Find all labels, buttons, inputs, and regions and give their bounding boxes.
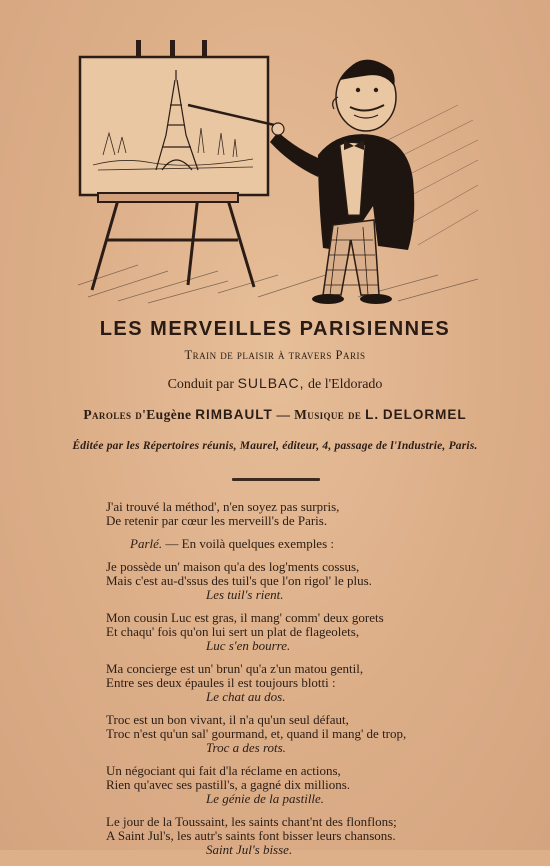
credits-line [0, 407, 550, 423]
lyrics-block [106, 500, 526, 866]
conductor-name: SULBAC, [237, 375, 305, 391]
stanza [106, 764, 526, 806]
lyric-line: J'ai trouvé la méthod', n'en soyez pas surpris, [106, 499, 340, 514]
stanza [106, 815, 526, 857]
lyric-line: Ma concierge est un' brun' qu'a z'un matou gentil, [106, 661, 364, 676]
stanza [106, 611, 526, 653]
punchline: Le génie de la pastille. [206, 791, 325, 806]
song-subtitle: Train de plaisir à travers Paris [184, 348, 366, 362]
lyric-line: Mais c'est au-d'ssus des tuil's que l'on rigol' le plus. [106, 573, 372, 588]
lyric-line: Le jour de la Toussaint, les saints chant'nt des flonflons; [106, 814, 397, 829]
lyricist-first-name: Eugène [146, 407, 192, 422]
lyric-line: Un négociant qui fait d'la réclame en actions, [106, 763, 341, 778]
lyric-line: Et chaqu' fois qu'on lui sert un plat de flageolets, [106, 624, 360, 639]
lyric-line: A Saint Jul's, les autr's saints font bisser leurs chansons. [106, 828, 396, 843]
conductor-prefix: Conduit par [167, 377, 235, 392]
lyric-line: Je possède un' maison qu'a des log'ments cossus, [106, 559, 360, 574]
stanza [106, 662, 526, 704]
parle-text: — En voilà quelques exemples : [165, 536, 334, 551]
illustration-man-with-eiffel-tower-painting [78, 35, 480, 310]
parle-label: Parlé. [130, 536, 163, 551]
composer-last-name: DELORMEL [382, 407, 467, 422]
punchline: Troc a des rots. [206, 740, 286, 755]
lyric-line: Mon cousin Luc est gras, il mang' comm' deux gorets [106, 610, 384, 625]
parle-line [106, 537, 526, 551]
punchline: Les tuil's rient. [206, 587, 284, 602]
lyrics-label: Paroles d' [83, 407, 147, 422]
song-title: LES MERVEILLES PARISIENNES [99, 318, 451, 340]
punchline: Luc s'en bourre. [206, 638, 291, 653]
credits-dash: — [276, 407, 291, 422]
lyric-line: De retenir par cœur les merveill's de Paris. [106, 513, 328, 528]
lyricist-last-name: RIMBAULT [195, 407, 273, 422]
intro-stanza [106, 500, 526, 528]
lyric-line: Rien qu'avec ses pastill's, a gagné dix millions. [106, 777, 351, 792]
punchline: Le chat au dos. [206, 689, 286, 704]
punchline: Saint Jul's bisse. [206, 842, 293, 857]
music-label: Musique de [294, 407, 362, 422]
lyric-line: Troc est un bon vivant, il n'a qu'un seul défaut, [106, 712, 349, 727]
conductor-line [0, 375, 550, 393]
stanza [106, 560, 526, 602]
lyric-line: Entre ses deux épaules il est toujours blotti : [106, 675, 336, 690]
lyric-line: Troc n'est qu'un sal' gourmand, et, quand il mang' de trop, [106, 726, 407, 741]
divider-rule [232, 478, 320, 481]
composer-initial: L. [365, 407, 380, 422]
publisher-line: Éditée par les Répertoires réunis, Maurel, éditeur, 4, passage de l'Industrie, Paris. [72, 440, 478, 452]
conductor-suffix: de l'Eldorado [307, 377, 383, 392]
stanza [106, 713, 526, 755]
